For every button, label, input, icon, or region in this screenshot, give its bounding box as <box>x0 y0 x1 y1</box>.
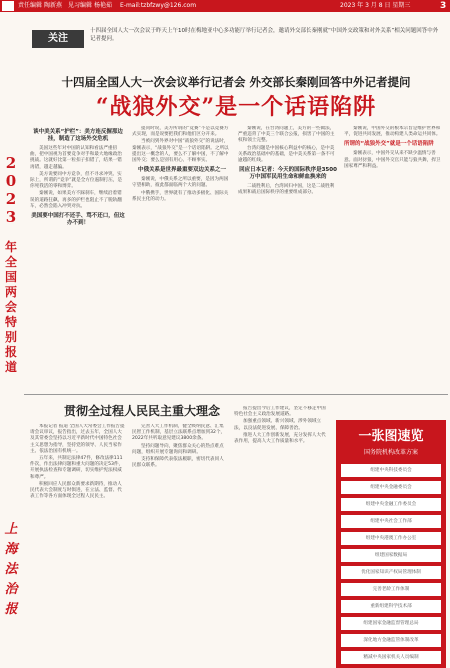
article-paragraph: 坚持问题导向，聚焦群众关心的热点难点问题，组织开展专题询问和调研。 <box>132 443 224 455</box>
article-paragraph: 秦刚说，中俄关系之所以重要，是因为两国守望相助，彼此都面临两个大的问题。 <box>132 177 229 189</box>
section-column-2 <box>132 424 228 664</box>
column-subheading: 所谓的“战狼外交”就是一个话语陷阱 <box>344 141 434 148</box>
section-divider <box>24 394 448 395</box>
article-column-3 <box>238 126 338 388</box>
page-main <box>24 14 448 668</box>
side-title: 年 全 国 两 会 特 别 报 道 <box>4 240 17 374</box>
article-paragraph: 加强重点领域、新兴领域、涉外领域立法，以良法促进发展、保障善治。 <box>234 419 322 431</box>
article-headline: “战狼外交”是一个话语陷阱 <box>95 94 377 120</box>
panel-list-item: 优化国家知识产权局管理体制 <box>341 566 441 579</box>
editor-email: E-mail:tzbfzwy@126.com <box>120 2 197 9</box>
panel-header <box>336 420 446 460</box>
article-column-4 <box>344 126 444 388</box>
paper-logo-icon <box>2 1 14 11</box>
section-column-3 <box>234 406 330 664</box>
infographic-panel <box>336 420 446 668</box>
article-kicker: 十四届全国人大一次会议举行记者会 外交部长秦刚回答中外记者提问 <box>61 75 411 89</box>
side-year: 2 0 2 3 <box>5 154 17 226</box>
focus-tag: 关注 <box>32 30 84 48</box>
panel-list-item: 完善老龄工作体制 <box>341 583 441 596</box>
article-paragraph: 完善人大工作机制，健全吸纳民意、汇集民智工作机制，基层立法联系点增加到32个，2022年共听取意见建议3800余条。 <box>132 424 226 442</box>
side-banner <box>0 12 22 668</box>
side-paper-name: 上 海 法 治 报 <box>4 522 18 617</box>
section-headline: 贯彻全过程人民民主重大理念 <box>64 404 221 418</box>
column-subheading: 谈中美关系“护栏”：美方连反握那边挂，制造了这场外交危机 <box>33 129 123 142</box>
section-column-1 <box>30 424 126 664</box>
article-paragraph: 提问时说，美方所谓的“竞赛”不是以竞赛方式实现，而是说要把我们和他们区分开来。 <box>132 126 229 138</box>
page-number: 3 <box>440 1 447 11</box>
column-subheading: 中俄关系是世界最重要双边关系之一 <box>137 167 226 174</box>
article-paragraph: 报告提出今后工作建议，坚定不移走中国特色社会主义政治发展道路。 <box>234 406 326 418</box>
assistant-editor-name: 杨艳茹 <box>94 2 113 9</box>
panel-subtitle: 国务院机构改革方案 <box>363 449 418 456</box>
article-paragraph: 中俄携手，世界就有了推动多极化、国际关系民主化的动力。 <box>132 190 229 202</box>
article-paragraph: 秦刚表示，中国外交从来不缺少温情与善意。面对豺狼，中国外交官只能与狼共舞，捍卫国家尊严和利益。 <box>344 151 441 169</box>
article-paragraph: 本报记者 报道 全国人大常委会工作报告提请会议审议，报告指出，过去五年，全国人大及其常委会坚持以习近平新时代中国特色社会主义思想为指导，坚持党的领导、人民当家作主、依法治国有机统一。 <box>30 424 125 454</box>
panel-list-item: 组建国家金融监督管理总局 <box>341 617 441 630</box>
panel-list-item: 组建中央金融委员会 <box>341 481 441 494</box>
article-paragraph: 推进人大工作创新发展，充分发挥人大代表作用，提高人大工作质量和水平。 <box>234 432 326 445</box>
column-subheading: 美国要中国打不还手、骂不还口，但这办不到！ <box>31 213 125 227</box>
article-paragraph: 支持和保障代表依法履职，密切代表同人民群众联系。 <box>132 457 224 469</box>
column-subheading: 回应日本记者：今天的国际秩序是3500万中国军民用生命和鲜血换来的 <box>239 167 337 181</box>
editor-label: 责任编辑 <box>18 2 43 9</box>
article-paragraph: 美国这些年对中国的认知和看法严重扭曲，把中国视为首要竞争对手和最大地缘政治挑战。这就好比第一粒扣子扣错了，结果一错再错，越走越偏。 <box>30 146 122 170</box>
panel-list-item: 组建中央科技委员会 <box>341 464 441 477</box>
article-paragraph: 美方说要同中方竞争，但不寻求冲突。实际上，所谓的“竞争”就是全方位遏制打压，是你死我活的零和博弈。 <box>30 171 123 190</box>
panel-title: 一张图速览 <box>358 429 424 444</box>
assistant-editor-label: 见习编辑 <box>68 2 93 9</box>
article-paragraph: 秦刚说，中国外交的根本宗旨是维护世界和平，促进共同发展，推动构建人类命运共同体。 <box>344 126 441 138</box>
article-paragraph: 秦刚说，如果美方不踩刹车，继续沿着错误的道路狂飙，再多的护栏也阻止不了脱轨翻车，必然会陷入冲突对抗。 <box>30 191 122 209</box>
panel-list-item: 组建中央港澳工作办公室 <box>341 532 441 545</box>
article-paragraph: 二战胜利后，台湾回归中国，这是二战胜利成果和战后国际秩序的重要组成部分。 <box>238 184 335 196</box>
article-column-1 <box>30 126 126 388</box>
lead-paragraph: 十四届全国人大一次会议于昨天上午10时在梅地亚中心多功能厅举行记者会，邀请外交部长秦刚就“中国外交政策和对外关系”相关问题回答中外记者提问。 <box>90 28 439 42</box>
panel-list-item: 重新组建科学技术部 <box>341 600 441 613</box>
masthead-bar <box>0 0 450 12</box>
panel-list-item: 组建国家数据局 <box>341 549 441 562</box>
article-column-2 <box>132 126 232 388</box>
panel-list-item: 组建中央金融工作委员会 <box>341 498 441 511</box>
issue-date: 2023 年 3 月 8 日 星期三 <box>340 2 411 9</box>
article-paragraph: 当被问到外界对中国“战狼外交”的说法时，秦刚表示，“战狼外交”是一个话语陷阱。之所以提出这一概念的人，要么不了解中国，不了解中国外交；要么是别有用心、不顾事实。 <box>132 139 229 164</box>
editor-name: 陶新燕 <box>44 2 63 9</box>
panel-list-item: 深化地方金融监管体制改革 <box>341 634 441 647</box>
panel-list-item: 精减中央国家机关人员编制 <box>341 651 441 664</box>
article-paragraph: 五年来，共制定法律47件，修改法律111件次，作出法律问题和重大问题的决定53件，开展执法检查和专题调研，切实维护宪法权威和尊严。 <box>30 456 124 480</box>
article-paragraph: 台湾问题是中国核心利益中的核心，是中美关系政治基础中的基础，是中美关系第一条不可逾越的红线。 <box>238 145 335 164</box>
panel-list-item: 组建中央社会工作部 <box>341 515 441 528</box>
article-paragraph: 积极回应人民群众新要求新期待，推动人民代表大会制度与时俱进，在立法、监督、代表工作等各方面体现全过程人民民主。 <box>30 481 122 500</box>
article-paragraph: 秦刚说，在台湾问题上，美方的一些做法，严重违背了中美三个联合公报，损害了中国的主权和领土完整。 <box>238 126 335 144</box>
